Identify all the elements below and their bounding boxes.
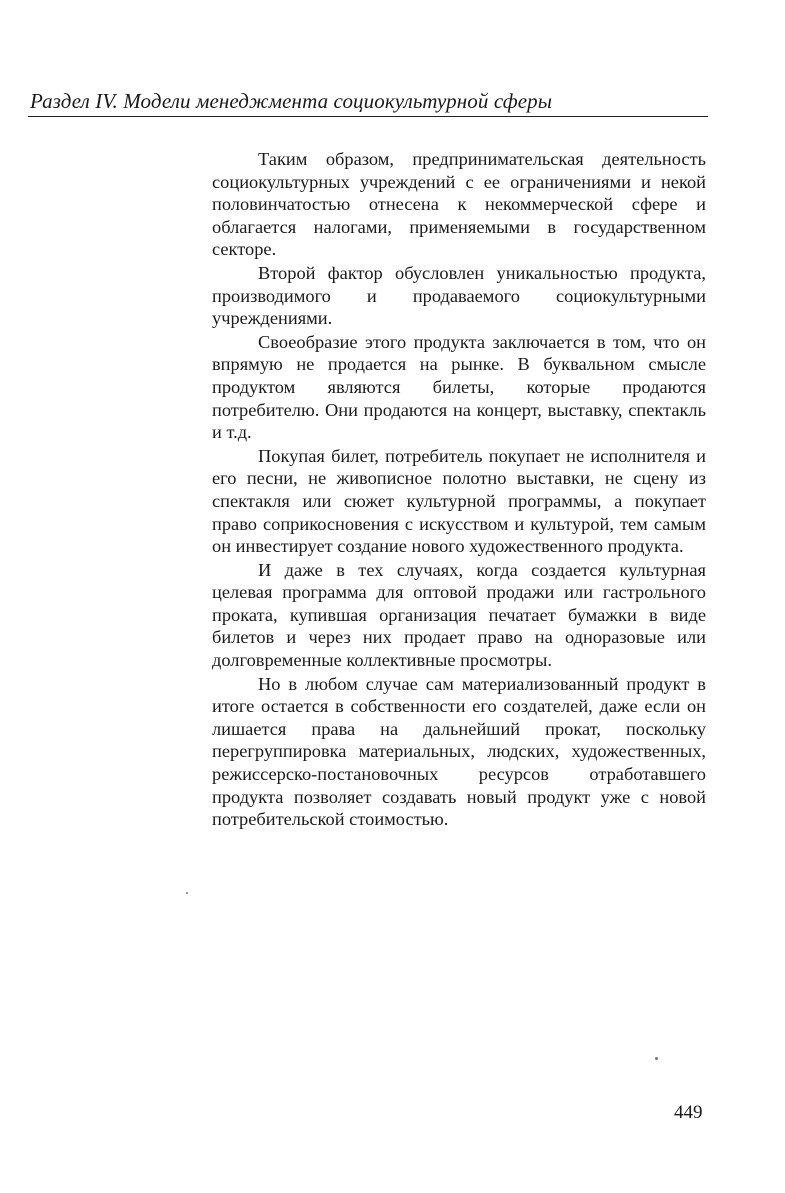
running-header: Раздел IV. Модели менеджмента социокультурной сферы xyxy=(30,89,553,113)
paragraph-2: Второй фактор обусловлен уникальностью продукта, производимого и продаваемого социокультурными учреждениями. xyxy=(212,262,706,329)
scan-speck xyxy=(655,1057,658,1060)
paragraph-6: Но в любом случае сам материализованный продукт в итоге остается в собственности его создателей, даже если он лишается права на дальнейший прокат, поскольку перегруппировка материальных, людских, художественных, режиссерско-постановочных ресурсов отработавшего продукта позволяет создавать новый продукт уже с новой потребительской стоимостью. xyxy=(212,673,706,830)
paragraph-4: Покупая билет, потребитель покупает не исполнителя и его песни, не живописное полотно выставки, не сцену из спектакля или сюжет культурной программы, а покупает право соприкосновения с искусством и культурой, тем самым он инвестирует создание нового художественного продукта. xyxy=(212,445,706,557)
body-text xyxy=(212,148,706,831)
paragraph-5: И даже в тех случаях, когда создается культурная целевая программа для оптовой продажи или гастрольного проката, купившая организация печатает бумажки в виде билетов и через них продает право на одноразовые или долговременные коллективные просмотры. xyxy=(212,559,706,671)
scan-speck xyxy=(186,892,188,894)
page-number: 449 xyxy=(674,1102,703,1123)
paragraph-1: Таким образом, предпринимательская деятельность социокультурных учреждений с ее ограничениями и некой половинчатостью отнесена к некоммерческой сфере и облагается налогами, применяемыми в государственном секторе. xyxy=(212,149,706,260)
paragraph-3: Своеобразие этого продукта заключается в том, что он впрямую не продается на рынке. В буквальном смысле продуктом являются билеты, которые продаются потребителю. Они продаются на концерт, выставку, спектакль и т.д. xyxy=(212,331,706,443)
header-rule xyxy=(28,116,708,117)
